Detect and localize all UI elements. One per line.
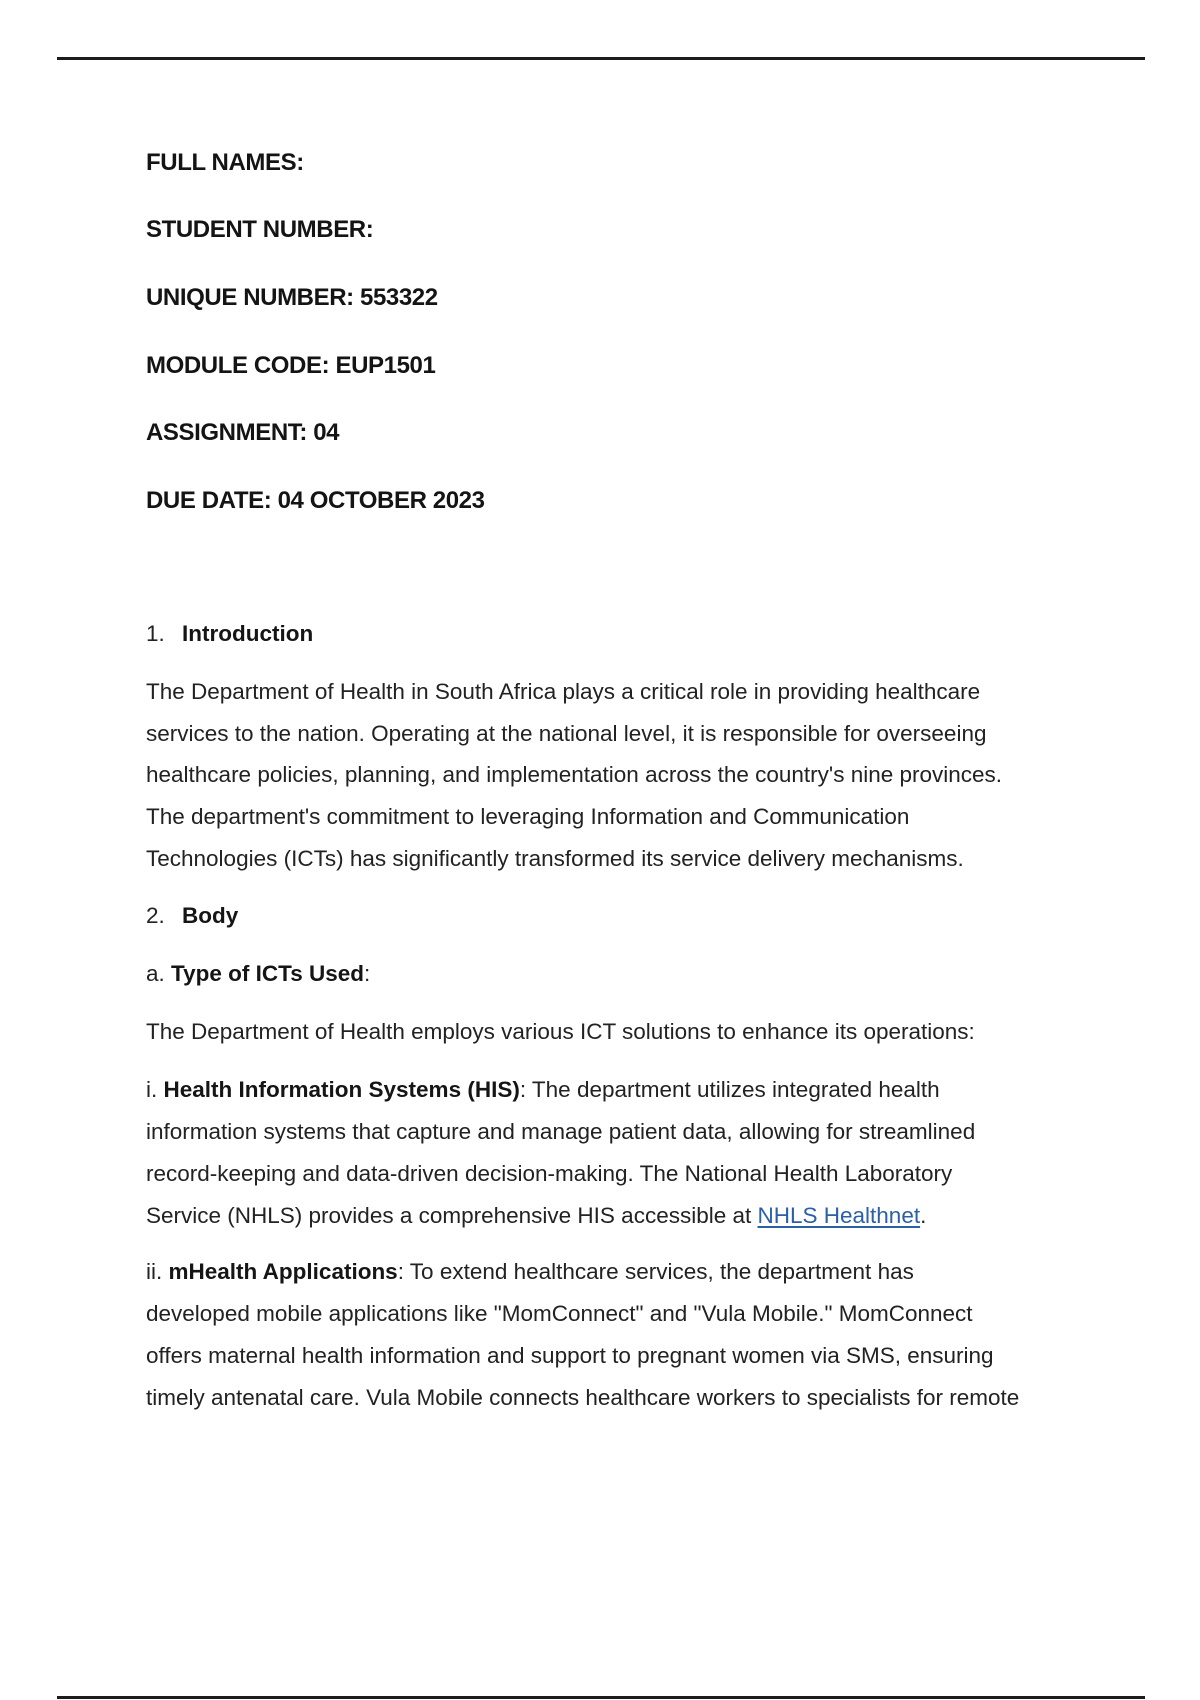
due-date-field bbox=[146, 487, 485, 515]
his-text: Service (NHLS) provides a comprehensive HIS accessible at bbox=[146, 1203, 758, 1228]
item-text: : To extend healthcare services, the department has bbox=[397, 1259, 914, 1284]
subsection-prefix: a. bbox=[146, 961, 172, 986]
item-text: : The department utilizes integrated health bbox=[519, 1077, 940, 1102]
his-line: record-keeping and data-driven decision-making. The National Health Laboratory bbox=[146, 1161, 953, 1186]
intro-line: services to the nation. Operating at the national level, it is responsible for overseeing bbox=[146, 721, 987, 746]
nhls-healthnet-link[interactable]: NHLS Healthnet bbox=[757, 1203, 921, 1228]
item-prefix: i. bbox=[146, 1077, 164, 1102]
due-date-label: DUE DATE: bbox=[146, 487, 272, 514]
unique-number-label: UNIQUE NUMBER: bbox=[146, 284, 354, 311]
subsection-title: Type of ICTs Used bbox=[171, 961, 364, 986]
student-number-field bbox=[146, 216, 373, 244]
section-title: Body bbox=[182, 903, 239, 928]
bottom-page-rule bbox=[57, 1696, 1145, 1699]
assignment-value: 04 bbox=[313, 419, 340, 446]
intro-line: The Department of Health in South Africa plays a critical role in providing healthcare bbox=[146, 679, 981, 704]
student-number-label: STUDENT NUMBER: bbox=[146, 216, 374, 243]
subsection-heading-type-of-icts bbox=[146, 960, 370, 988]
section-title: Introduction bbox=[182, 621, 314, 646]
his-period: . bbox=[920, 1203, 927, 1228]
subsection-suffix: : bbox=[363, 961, 371, 986]
intro-line: healthcare policies, planning, and implementation across the country's nine provinces. bbox=[146, 762, 1003, 787]
his-last-line bbox=[146, 1202, 926, 1230]
top-page-rule bbox=[57, 57, 1145, 60]
ict-intro-line: The Department of Health employs various ICT solutions to enhance its operations: bbox=[146, 1019, 975, 1044]
assignment-label: ASSIGNMENT: bbox=[146, 419, 307, 446]
item-prefix: ii. bbox=[146, 1259, 169, 1284]
his-item-first-line bbox=[146, 1076, 940, 1104]
intro-line: The department's commitment to leveraging Information and Communication bbox=[146, 804, 910, 829]
module-code-field bbox=[146, 352, 435, 380]
section-number: 2. bbox=[146, 903, 165, 928]
full-names-label: FULL NAMES: bbox=[146, 149, 304, 176]
mhealth-line: timely antenatal care. Vula Mobile connects healthcare workers to specialists for remote bbox=[146, 1385, 1020, 1410]
mhealth-item-first-line bbox=[146, 1258, 914, 1286]
section-heading-body bbox=[146, 902, 238, 930]
due-date-value: 04 OCTOBER 2023 bbox=[277, 487, 485, 514]
section-heading-introduction bbox=[146, 620, 313, 648]
module-code-value: EUP1501 bbox=[335, 352, 436, 379]
unique-number-field bbox=[146, 284, 438, 312]
item-title: Health Information Systems (HIS) bbox=[163, 1077, 520, 1102]
mhealth-line: developed mobile applications like "MomConnect" and "Vula Mobile." MomConnect bbox=[146, 1301, 973, 1326]
section-number: 1. bbox=[146, 621, 165, 646]
module-code-label: MODULE CODE: bbox=[146, 352, 330, 379]
his-line: information systems that capture and manage patient data, allowing for streamlined bbox=[146, 1119, 976, 1144]
assignment-field bbox=[146, 419, 339, 447]
full-names-field bbox=[146, 149, 304, 177]
item-title: mHealth Applications bbox=[168, 1259, 398, 1284]
mhealth-line: offers maternal health information and support to pregnant women via SMS, ensuring bbox=[146, 1343, 994, 1368]
intro-line: Technologies (ICTs) has significantly transformed its service delivery mechanisms. bbox=[146, 846, 964, 871]
unique-number-value: 553322 bbox=[360, 284, 438, 311]
